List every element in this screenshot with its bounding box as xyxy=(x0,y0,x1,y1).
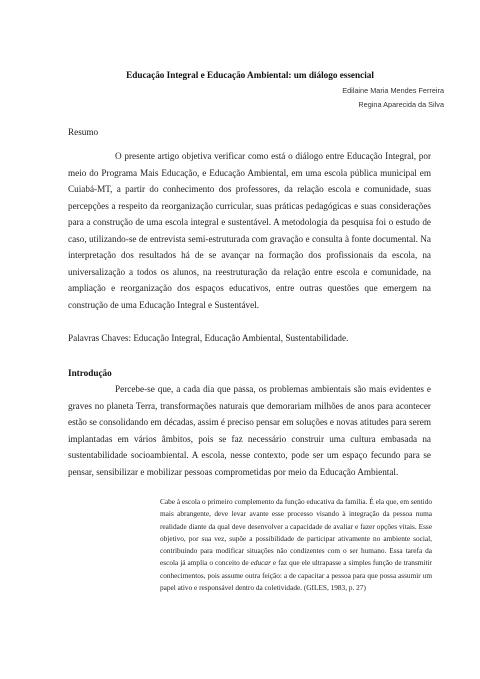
paper-title: Educação Integral e Educação Ambiental: um diálogo essencial xyxy=(126,70,374,80)
block-quote xyxy=(160,496,432,594)
abstract-paragraph: O presente artigo objetiva verificar como está o diálogo entre Educação Integral, por meio do Programa Mais Educação, e Educação Ambiental, em uma escola pública municipal em Cuiabá-MT, a partir do conhecimento dos professores, da relação escola e comunidade, suas percepções a respeito da reorganização curricular, suas práticas pedagógicas e suas considerações para a construção de uma escola integral e sustentável. A metodologia da pesquisa foi o estudo de caso, utilizando-se de entrevista semi-estruturada com gravação e consulta à fonte documental. Na interpretação dos resultados há de se avançar na formação dos profissionais da escola, na universalização a todos os alunos, na reestruturação da relação entre escola e comunidade, na ampliação e reorganização dos espaços educativos, entre outras questões que emergem na construção de uma Educação Integral e Sustentável. xyxy=(68,151,431,310)
quote-italic-word: educar xyxy=(250,558,271,568)
introduction-paragraph: Percebe-se que, a cada dia que passa, os problemas ambientais são mais evidentes e graves no planeta Terra, transformações naturais que demorariam milhões de anos para acontecer estão se consolidando em décadas, assim é preciso pensar em soluções e novas atitudes para serem implantadas em vários âmbitos, pois se faz necessário construir uma cultura embasada na sustentabilidade socioambiental. A escola, nesse contexto, pode ser um espaço fecundo para se pensar, sensibilizar e mobilizar pessoas comprometidas por meio da Educação Ambiental. xyxy=(68,384,431,477)
abstract-heading: Resumo xyxy=(68,127,99,137)
author-list xyxy=(342,84,444,112)
author-name: Regina Aparecida da Silva xyxy=(358,100,444,109)
quote-text-end: e faz que ele ultrapasse a simples função de transmitir conhecimentos, pois assume outra feição: a de capacitar a pessoa para que possa assumir um papel ativo e responsável dentro da coletividade. (GILES, 1983, p. 27) xyxy=(160,558,432,593)
introduction-body xyxy=(68,381,431,480)
author-name: Edilaine Maria Mendes Ferreira xyxy=(342,86,444,95)
quote-paragraph xyxy=(160,496,432,594)
quote-text-start: Cabe à escola o primeiro complemento da função educativa da família. É ela que, em sentido mais abrangente, deve levar avante esse processo visando à integração da pessoa numa realidade diante da qual deve desenvolver a capacidade de avaliar e fazer opções vitais. Esse objetivo, por sua vez, supõe a possibilidade de participar ativamente no ambiente social, contribuindo para modificar situações não condizentes com o ser humano. Essa tarefa da escola já amplia o conceito de xyxy=(160,497,432,568)
keywords-line: Palavras Chaves: Educação Integral, Educação Ambiental, Sustentabilidade. xyxy=(68,333,349,343)
abstract-body xyxy=(68,148,431,313)
introduction-heading: Introdução xyxy=(68,368,112,378)
